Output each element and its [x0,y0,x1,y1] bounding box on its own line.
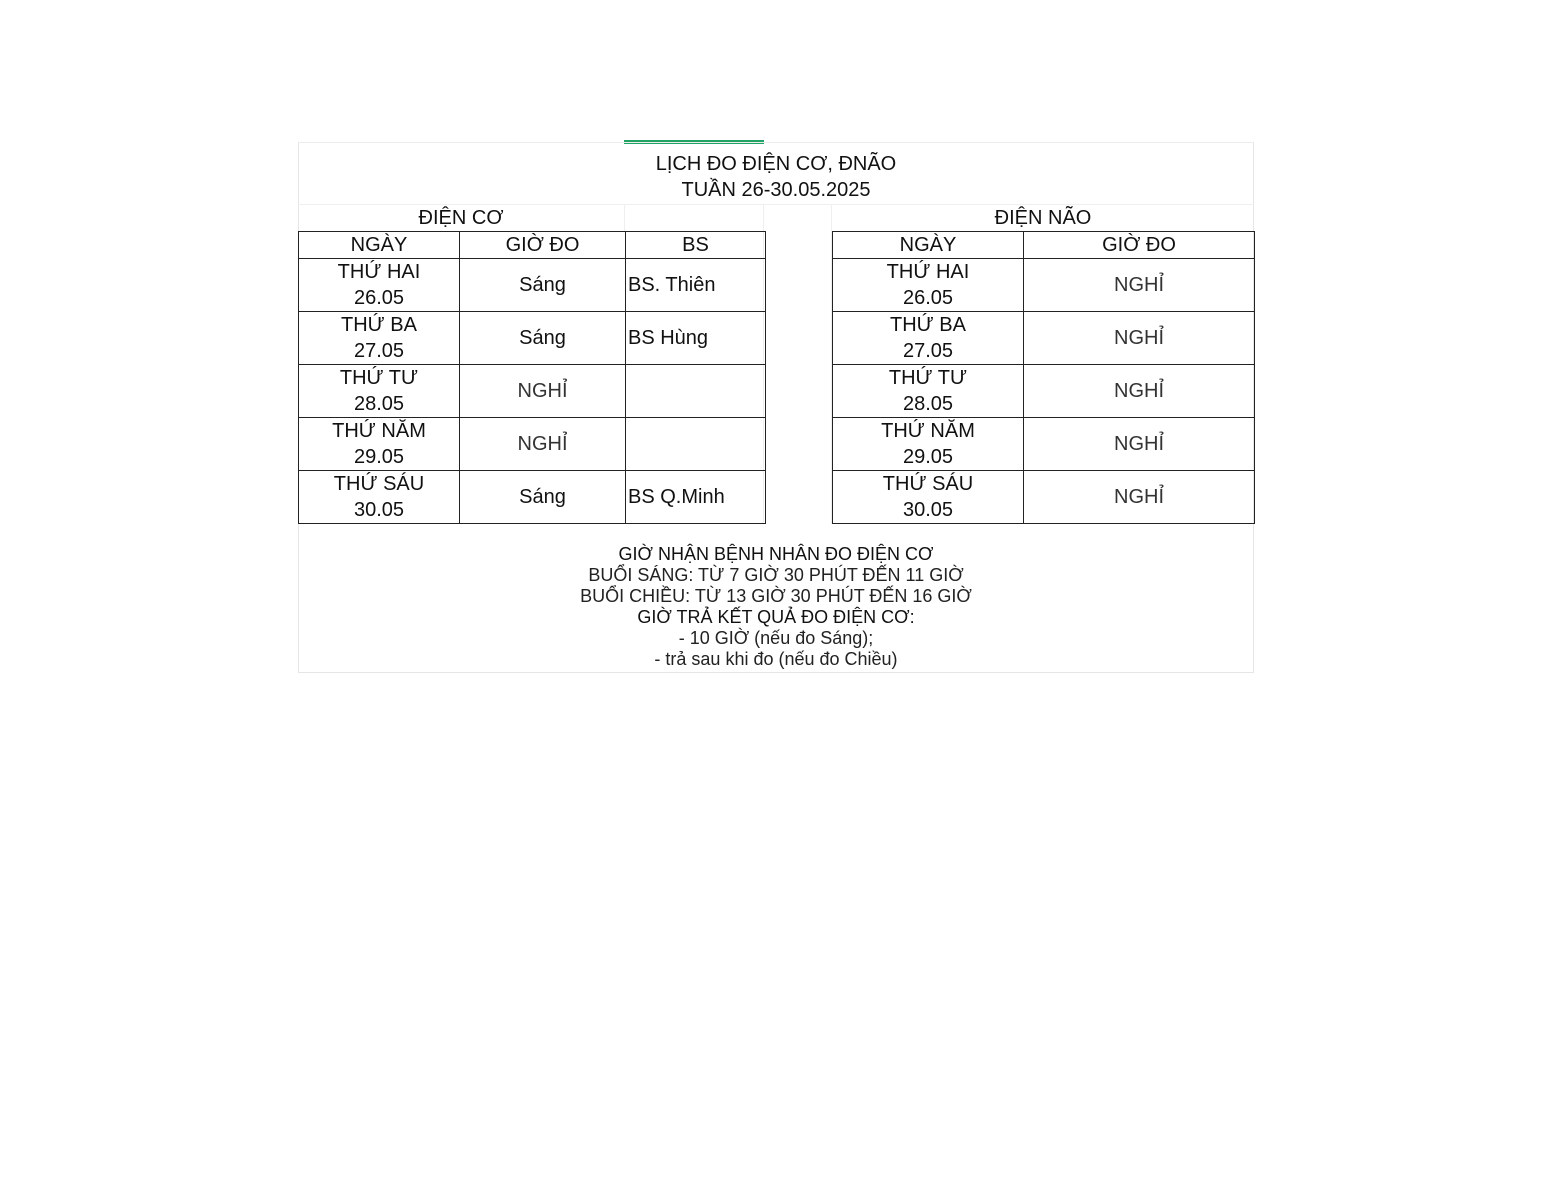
column-header-day: NGÀY [833,232,1024,259]
day-name: THỨ TƯ [888,367,968,389]
results-heading: GIỜ TRẢ KẾT QUẢ ĐO ĐIỆN CƠ: [637,607,915,627]
emg-schedule-table [298,231,766,524]
emg-section-heading: ĐIỆN CƠ [418,207,504,229]
table-row [833,418,1255,471]
column-header-time: GIỜ ĐO [460,232,626,259]
eeg-section-heading: ĐIỆN NÃO [994,207,1092,229]
day-date: 28.05 [353,393,405,415]
time-cell: NGHỈ [460,418,626,471]
time-cell: NGHỈ [1024,418,1255,471]
table-row [299,471,766,524]
day-name: THỨ NĂM [881,420,975,442]
table-row [299,259,766,312]
day-cell [299,365,460,418]
day-cell [833,259,1024,312]
reception-hours-heading: GIỜ NHẬN BỆNH NHÂN ĐO ĐIỆN CƠ [618,544,934,564]
day-date: 29.05 [353,446,405,468]
time-cell: NGHỈ [1024,365,1255,418]
day-date: 27.05 [902,340,954,362]
time-cell: Sáng [460,259,626,312]
day-name: THỨ NĂM [332,420,426,442]
day-name: THỨ HAI [337,261,421,283]
doctor-cell: BS Q.Minh [626,471,766,524]
table-row [833,471,1255,524]
day-name: THỨ SÁU [333,473,425,495]
day-date: 26.05 [902,287,954,309]
day-cell [833,471,1024,524]
time-cell: NGHỈ [1024,312,1255,365]
column-header-time: GIỜ ĐO [1024,232,1255,259]
time-cell: Sáng [460,471,626,524]
day-cell [299,259,460,312]
doctor-cell [626,418,766,471]
gridline [763,204,764,232]
table-row [299,418,766,471]
result-afternoon-note: - trả sau khi đo (nếu đo Chiều) [654,649,898,669]
eeg-schedule-table [832,231,1255,524]
day-name: THỨ BA [341,314,417,336]
day-cell [833,418,1024,471]
day-date: 29.05 [902,446,954,468]
morning-hours: BUỔI SÁNG: TỪ 7 GIỜ 30 PHÚT ĐẾN 11 GIỜ [588,565,964,585]
day-name: THỨ SÁU [882,473,974,495]
table-row [833,259,1255,312]
day-cell [299,471,460,524]
doctor-cell: BS Hùng [626,312,766,365]
day-cell [299,418,460,471]
column-header-doctor: BS [626,232,766,259]
gridline [298,204,1254,205]
time-cell: NGHỈ [1024,259,1255,312]
table-row [299,312,766,365]
day-date: 26.05 [353,287,405,309]
gridline [624,204,625,232]
afternoon-hours: BUỔI CHIỀU: TỪ 13 GIỜ 30 PHÚT ĐẾN 16 GIỜ [580,586,972,606]
day-date: 27.05 [353,340,405,362]
column-header-day: NGÀY [299,232,460,259]
day-name: THỨ HAI [886,261,970,283]
day-date: 30.05 [353,499,405,521]
table-header-row [299,232,766,259]
table-row [833,312,1255,365]
schedule-week: TUẦN 26-30.05.2025 [681,179,871,201]
time-cell: NGHỈ [460,365,626,418]
table-row [833,365,1255,418]
day-cell [299,312,460,365]
table-header-row [833,232,1255,259]
day-date: 30.05 [902,499,954,521]
doctor-cell [626,365,766,418]
day-cell [833,312,1024,365]
day-name: THỨ TƯ [339,367,419,389]
day-cell [833,365,1024,418]
time-cell: NGHỈ [1024,471,1255,524]
table-row [299,365,766,418]
doctor-cell: BS. Thiên [626,259,766,312]
result-morning-note: - 10 GIỜ (nếu đo Sáng); [678,628,874,648]
day-date: 28.05 [902,393,954,415]
time-cell: Sáng [460,312,626,365]
schedule-title: LỊCH ĐO ĐIỆN CƠ, ĐNÃO [655,153,897,175]
day-name: THỨ BA [890,314,966,336]
notes-section [298,544,1254,670]
